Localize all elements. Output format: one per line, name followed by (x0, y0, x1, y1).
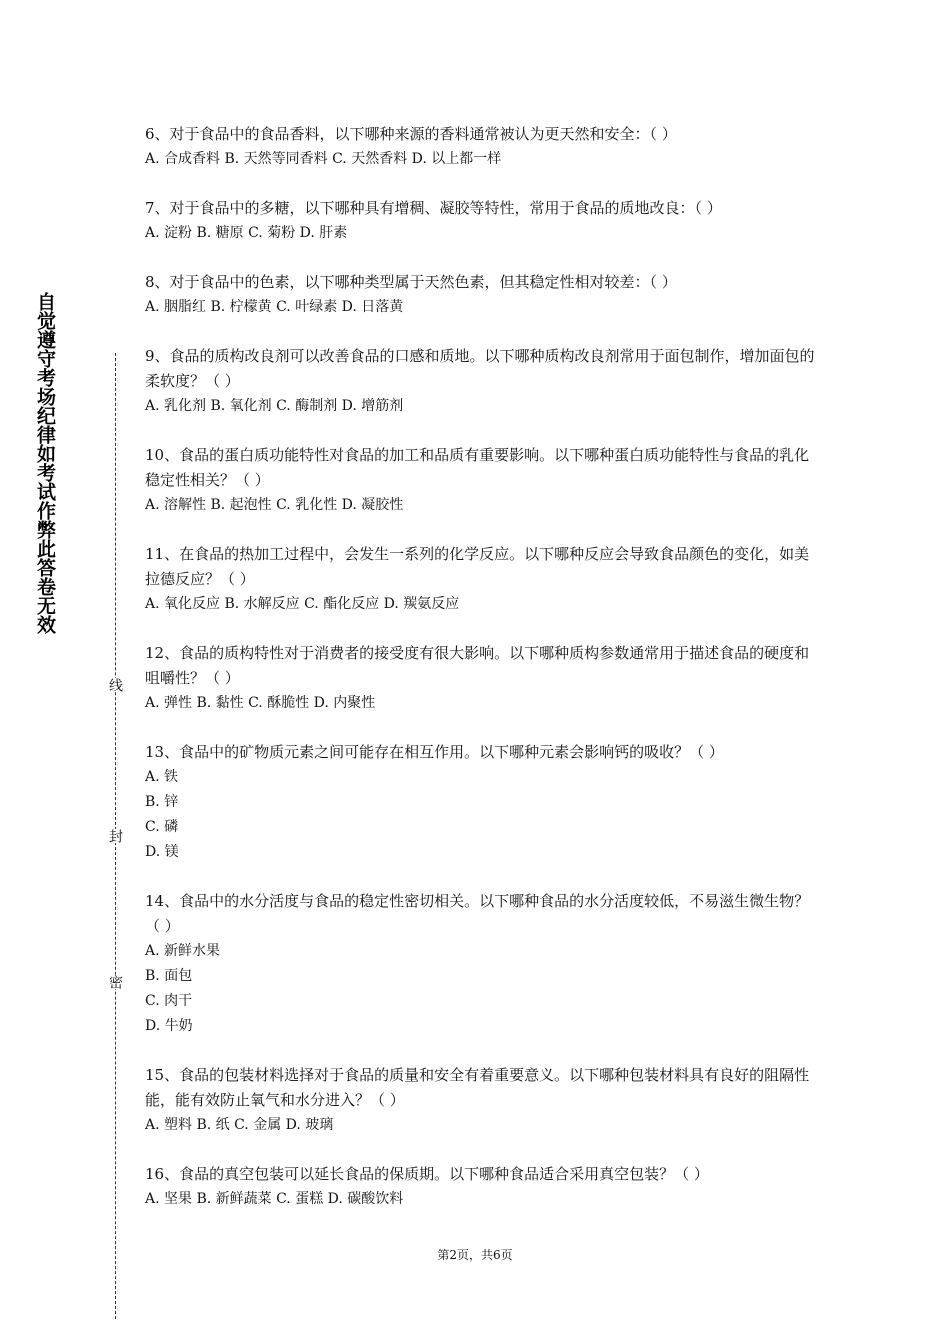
question-options: A. 胭脂红 B. 柠檬黄 C. 叶绿素 D. 日落黄 (145, 299, 404, 315)
option-d: D. 镁 (145, 844, 179, 860)
option-d: D. 牛奶 (145, 1018, 193, 1034)
question-options: A. 合成香料 B. 天然等同香料 C. 天然香料 D. 以上都一样 (145, 151, 502, 167)
question-options: A. 氧化反应 B. 水解反应 C. 酯化反应 D. 羰氨反应 (145, 596, 460, 612)
question-stem: 8、对于食品中的色素，以下哪种类型属于天然色素，但其稳定性相对较差：（ ） (145, 273, 677, 291)
question-options: A. 乳化剂 B. 氧化剂 C. 酶制剂 D. 增筋剂 (145, 398, 404, 414)
question-9 (145, 344, 815, 419)
question-stem: 16、食品的真空包装可以延长食品的保质期。以下哪种食品适合采用真空包装？（ ） (145, 1165, 709, 1183)
option-b: B. 面包 (145, 968, 193, 984)
exam-discipline-warning: 自觉遵守考场纪律如考试作弊此答卷无效 (34, 292, 56, 634)
seal-mark-seal: 封 (107, 829, 123, 843)
question-stem: 10、食品的蛋白质功能特性对食品的加工和品质有重要影响。以下哪种蛋白质功能特性与食品的乳化稳定性相关？（ ） (145, 446, 810, 489)
option-c: C. 肉干 (145, 993, 193, 1009)
question-6 (145, 122, 815, 172)
question-options: A. 淀粉 B. 糖原 C. 菊粉 D. 肝素 (145, 225, 348, 241)
question-16 (145, 1162, 815, 1212)
option-c: C. 磷 (145, 819, 179, 835)
option-a: A. 铁 (145, 769, 179, 785)
question-options: A. 溶解性 B. 起泡性 C. 乳化性 D. 凝胶性 (145, 497, 404, 513)
question-options: A. 弹性 B. 黏性 C. 酥脆性 D. 内聚性 (145, 695, 376, 711)
seal-mark-secret: 密 (107, 975, 123, 989)
question-stem: 12、食品的质构特性对于消费者的接受度有很大影响。以下哪种质构参数通常用于描述食品的硬度和咀嚼性？（ ） (145, 644, 810, 687)
question-13 (145, 740, 815, 865)
question-stem: 14、食品中的水分活度与食品的稳定性密切相关。以下哪种食品的水分活度较低，不易滋生微生物？（ ） (145, 892, 810, 935)
question-options: A. 塑料 B. 纸 C. 金属 D. 玻璃 (145, 1117, 334, 1133)
question-stem: 7、对于食品中的多糖，以下哪种具有增稠、凝胶等特性，常用于食品的质地改良：（ ） (145, 199, 722, 217)
question-stem: 9、食品的质构改良剂可以改善食品的口感和质地。以下哪种质构改良剂常用于面包制作，增加面包的柔软度？（ ） (145, 347, 815, 390)
question-15 (145, 1063, 815, 1138)
seal-mark-line: 线 (107, 678, 123, 692)
page-number: 第2页，共6页 (437, 1248, 513, 1262)
question-stem: 13、食品中的矿物质元素之间可能存在相互作用。以下哪种元素会影响钙的吸收？（ ） (145, 743, 724, 761)
question-8 (145, 270, 815, 320)
question-10 (145, 443, 815, 518)
question-stem: 6、对于食品中的食品香料，以下哪种来源的香料通常被认为更天然和安全：（ ） (145, 125, 677, 143)
question-14 (145, 889, 815, 1039)
question-stem: 11、在食品的热加工过程中，会发生一系列的化学反应。以下哪种反应会导致食品颜色的变化，如美拉德反应？（ ） (145, 545, 810, 588)
question-7 (145, 196, 815, 246)
question-list (145, 122, 815, 1236)
question-stem: 15、食品的包装材料选择对于食品的质量和安全有着重要意义。以下哪种包装材料具有良好的阻隔性能，能有效防止氧气和水分进入？（ ） (145, 1066, 810, 1109)
option-a: A. 新鲜水果 (145, 943, 221, 959)
question-options: A. 坚果 B. 新鲜蔬菜 C. 蛋糕 D. 碳酸饮料 (145, 1191, 404, 1207)
question-11 (145, 542, 815, 617)
question-12 (145, 641, 815, 716)
option-b: B. 锌 (145, 794, 179, 810)
